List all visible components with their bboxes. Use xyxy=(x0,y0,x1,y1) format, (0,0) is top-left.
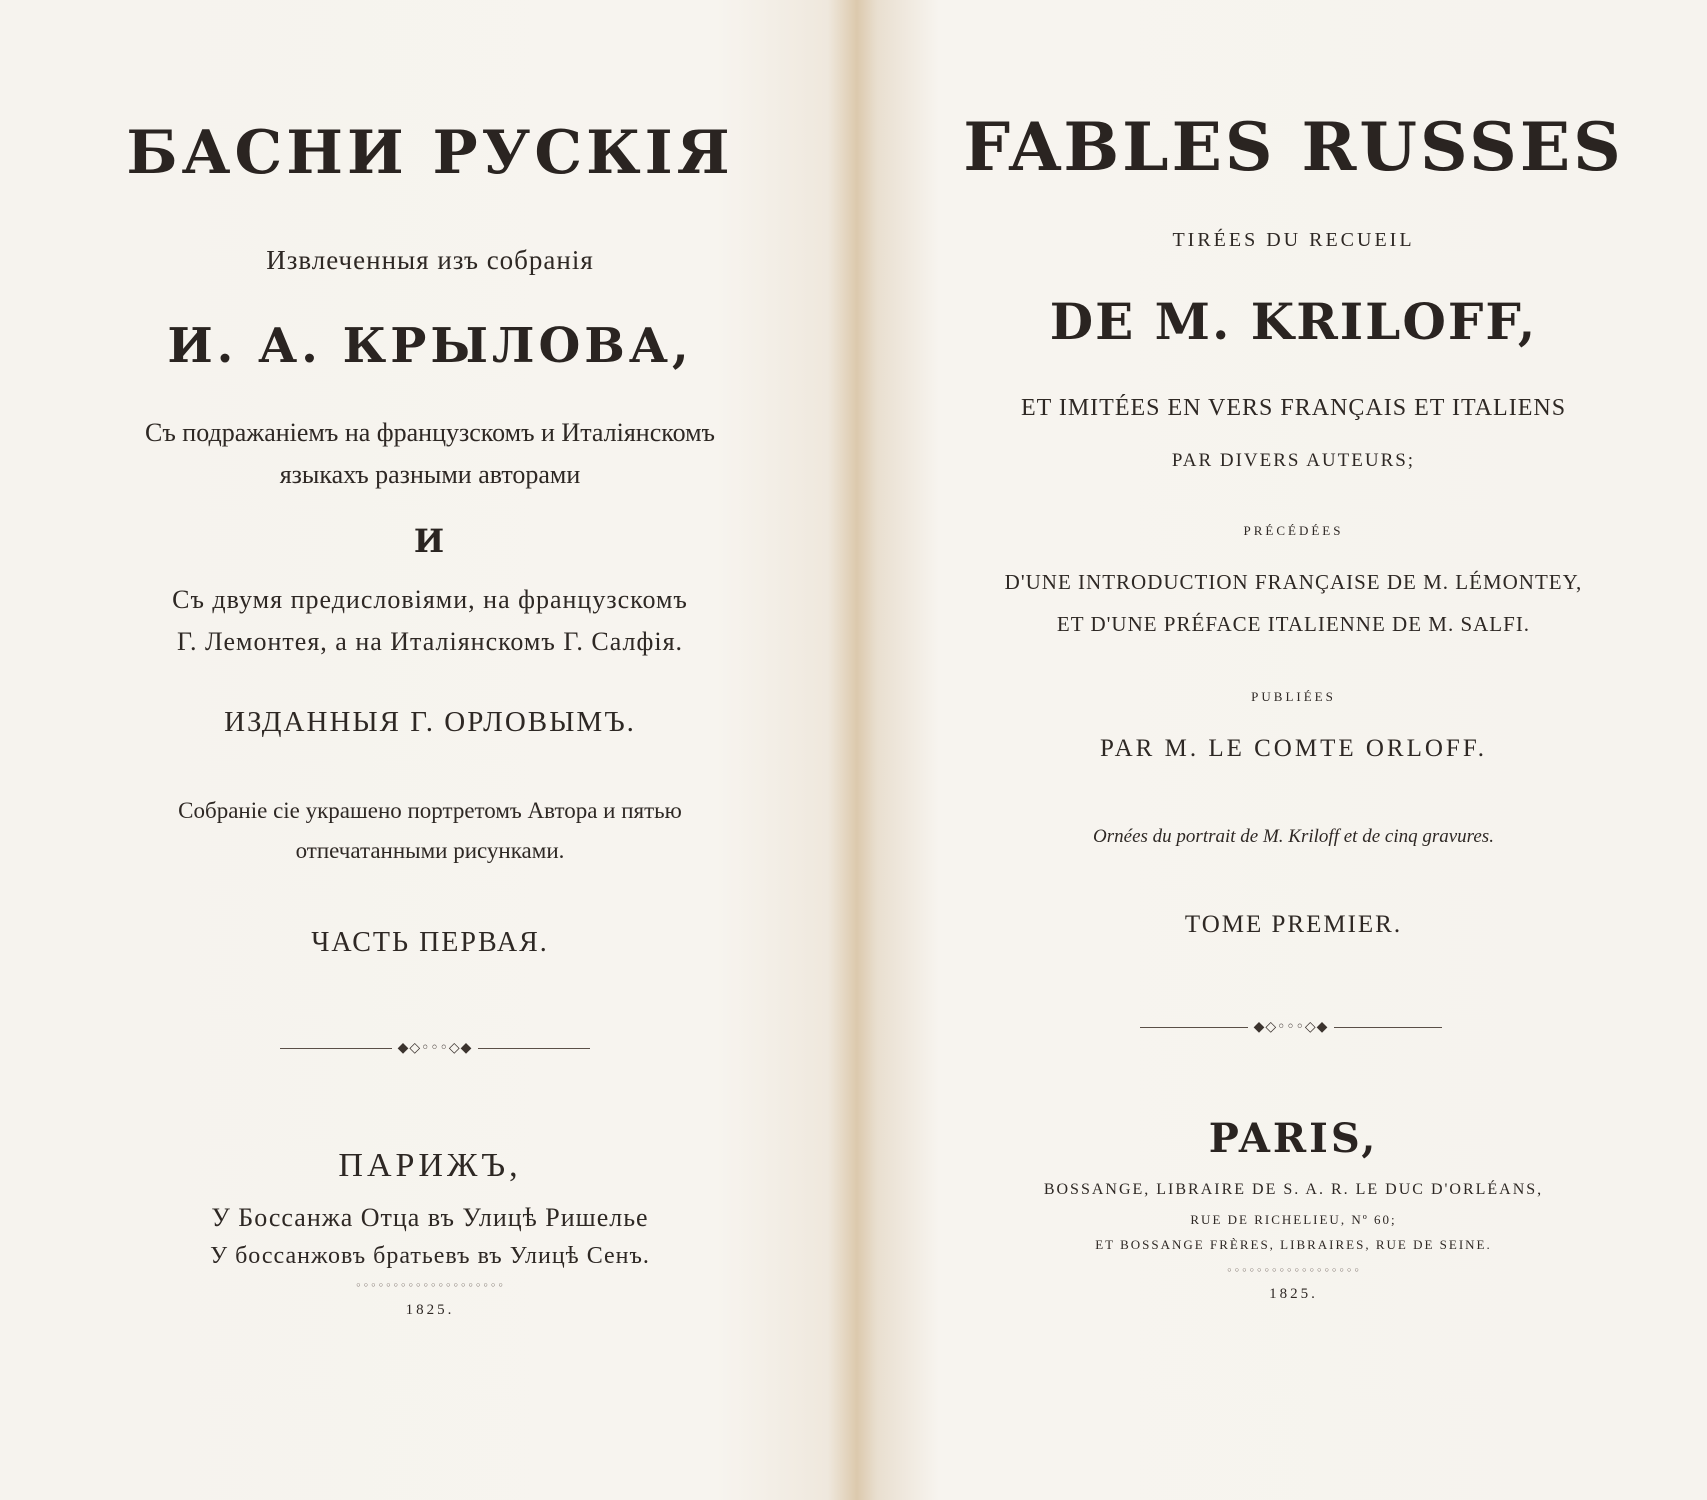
right-author: DE M. KRILOFF, xyxy=(1049,292,1538,351)
left-author: И. А. КРЫЛОВА, xyxy=(167,318,693,374)
right-imprint-1: BOSSANGE, LIBRAIRE DE S. A. R. LE DUC D'ORLÉANS, xyxy=(1043,1181,1544,1198)
right-line-8: PAR M. LE COMTE ORLOFF. xyxy=(1100,735,1487,762)
left-city: ПАРИЖЪ, xyxy=(338,1147,522,1184)
right-line-5: D'UNE INTRODUCTION FRANÇAISE DE M. LÉMONTEY, xyxy=(1004,570,1583,594)
right-imprint-3: ET BOSSANGE FRÈRES, LIBRAIRES, RUE DE SEINE. xyxy=(1095,1237,1492,1252)
left-line-1: Извлеченныя изъ собранія xyxy=(266,245,594,275)
right-volume: TOME PREMIER. xyxy=(1184,911,1403,938)
right-small-ornament: ◦◦◦◦◦◦◦◦◦◦◦◦◦◦◦◦◦◦ xyxy=(1226,1264,1361,1277)
left-year: 1825. xyxy=(405,1302,455,1318)
right-line-9: Ornées du portrait de M. Kriloff et de cinq gravures. xyxy=(1093,826,1494,847)
left-line-3: языкахъ разными авторами xyxy=(279,460,581,489)
left-volume: ЧАСТЬ ПЕРВАЯ. xyxy=(311,927,549,958)
right-city: PARIS, xyxy=(1208,1115,1379,1162)
right-line-3: PAR DIVERS AUTEURS; xyxy=(1171,450,1416,471)
left-line-7: отпечатанными рисунками. xyxy=(295,838,565,863)
right-line-7: PUBLIÉES xyxy=(1251,689,1336,704)
left-line-2: Съ подражаніемъ на французскомъ и Италіянскомъ xyxy=(145,418,715,447)
left-title: БАСНИ РУСКІЯ xyxy=(126,118,734,188)
left-imprint-1: У Боссанжа Отца въ Улицѣ Ришелье xyxy=(211,1203,649,1232)
left-publisher-line: ИЗДАННЫЯ Г. ОРЛОВЫМЪ. xyxy=(224,706,636,738)
right-title: FABLES RUSSES xyxy=(963,108,1624,186)
left-conjunction: И xyxy=(413,522,447,560)
right-ornamental-rule: ◆◇◦◦◦◇◆ xyxy=(1140,1021,1442,1033)
left-ornamental-rule: ◆◇◦◦◦◇◆ xyxy=(280,1042,590,1054)
right-page xyxy=(880,0,1707,1500)
left-line-4: Съ двумя предисловіями, на французскомъ xyxy=(172,585,688,614)
left-line-6: Собраніе сіе украшено портретомъ Автора и пятью xyxy=(178,798,682,823)
left-line-5: Г. Лемонтея, а на Италіянскомъ Г. Салфія. xyxy=(176,627,684,656)
right-imprint-2: RUE DE RICHELIEU, Nº 60; xyxy=(1190,1212,1397,1227)
right-line-1: TIRÉES DU RECUEIL xyxy=(1172,229,1415,251)
left-imprint-2: У боссанжовъ братьевъ въ Улицѣ Сенъ. xyxy=(210,1243,650,1269)
right-line-4: PRÉCÉDÉES xyxy=(1243,523,1344,538)
left-small-ornament: ◦◦◦◦◦◦◦◦◦◦◦◦◦◦◦◦◦◦◦◦ xyxy=(355,1279,505,1292)
right-year: 1825. xyxy=(1269,1286,1318,1302)
right-line-2: ET IMITÉES EN VERS FRANÇAIS ET ITALIENS xyxy=(1020,395,1567,421)
right-line-6: ET D'UNE PRÉFACE ITALIENNE DE M. SALFI. xyxy=(1056,612,1531,636)
